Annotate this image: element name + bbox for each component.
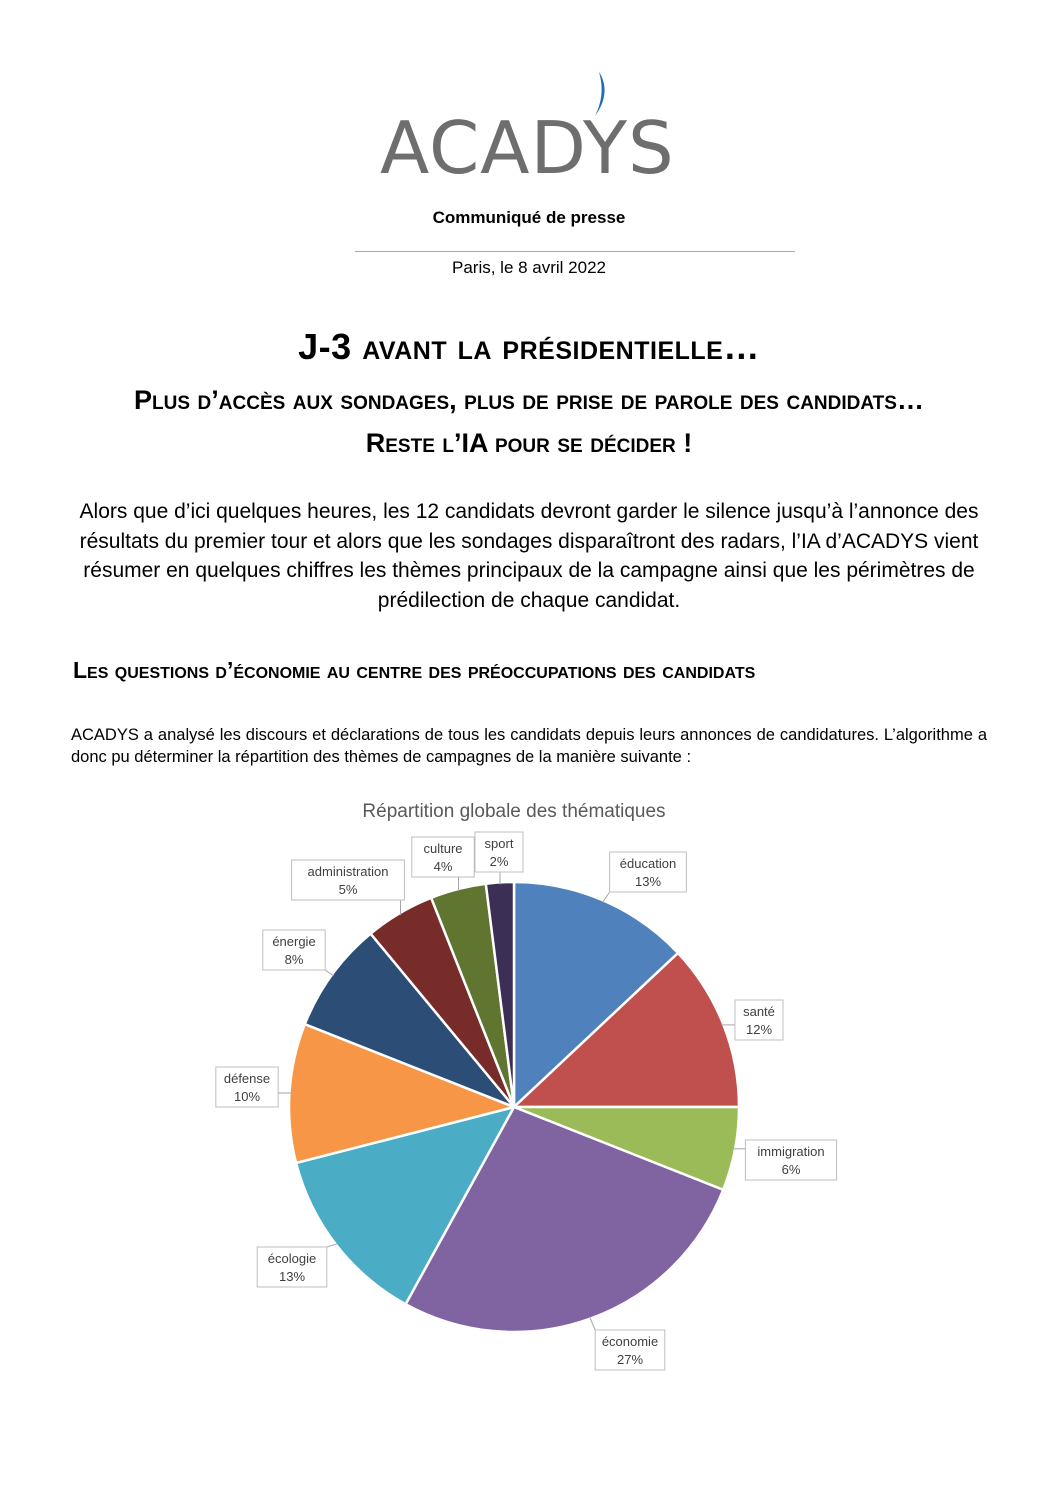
slice-label-5 xyxy=(216,1067,292,1107)
slice-label-name: sport xyxy=(484,836,514,851)
subheadline-2: Reste l’IA pour se décider ! xyxy=(365,428,693,458)
slice-label-value: 12% xyxy=(745,1022,773,1037)
slice-label-name: administration xyxy=(307,864,389,879)
slice-label-name: énergie xyxy=(272,934,316,949)
subheadline-1: Plus d’accès aux sondages, plus de prise de parole des candidats… xyxy=(134,385,924,415)
slice-label-4 xyxy=(257,1244,338,1287)
chart-title: Répartition globale des thématiques xyxy=(362,801,666,822)
slice-label-value: 27% xyxy=(616,1352,644,1367)
slice-label-name: éducation xyxy=(619,856,677,871)
acadys-logo xyxy=(380,70,680,190)
slice-label-value: 4% xyxy=(433,859,453,874)
slice-label-9 xyxy=(475,832,523,884)
slice-label-7 xyxy=(292,860,405,915)
section-title: Les questions d’économie au centre des préoccupations des candidats xyxy=(73,657,756,683)
slice-label-6 xyxy=(263,930,334,976)
slice-label-value: 2% xyxy=(489,854,509,869)
slice-label-2 xyxy=(733,1140,837,1180)
body-paragraph: ACADYS a analysé les discours et déclarations de tous les candidats depuis leurs annonces de candidatures. L’algorithme a donc pu déterminer la répartition des thèmes de campagnes de la manière suivante : xyxy=(71,726,987,766)
slice-label-name: écologie xyxy=(267,1251,317,1266)
header-divider xyxy=(355,251,795,252)
slice-label-name: culture xyxy=(423,841,463,856)
slice-label-name: santé xyxy=(743,1004,775,1019)
slice-label-1 xyxy=(721,1000,783,1040)
slice-label-value: 5% xyxy=(338,882,358,897)
slice-label-value: 6% xyxy=(781,1162,801,1177)
slice-label-name: défense xyxy=(223,1071,271,1086)
slice-label-value: 10% xyxy=(233,1089,261,1104)
press-release-label: Communiqué de presse xyxy=(432,208,626,227)
slice-label-value: 13% xyxy=(634,874,662,889)
slice-label-8 xyxy=(412,837,474,891)
dateline: Paris, le 8 avril 2022 xyxy=(451,258,607,277)
slice-label-value: 13% xyxy=(278,1269,306,1284)
logo-wordmark: ACADYS xyxy=(380,106,675,190)
slice-label-name: immigration xyxy=(757,1144,825,1159)
lead-paragraph: Alors que d’ici quelques heures, les 12 candidats devront garder le silence jusqu’à l’annonce des résultats du premier tour et alors que les sondages disparaîtront des radars, l’IA d’ACADYS vient résumer en quelques chiffres les thèmes principaux de la campagne ainsi que les périmètres de prédilection de chaque candidat. xyxy=(79,500,979,612)
slice-label-0 xyxy=(603,852,687,902)
slice-label-value: 8% xyxy=(284,952,304,967)
slice-label-name: économie xyxy=(601,1334,659,1349)
pie-chart xyxy=(0,790,1058,1390)
slice-label-3 xyxy=(590,1317,665,1370)
headline: J-3 avant la présidentielle… xyxy=(298,326,760,367)
